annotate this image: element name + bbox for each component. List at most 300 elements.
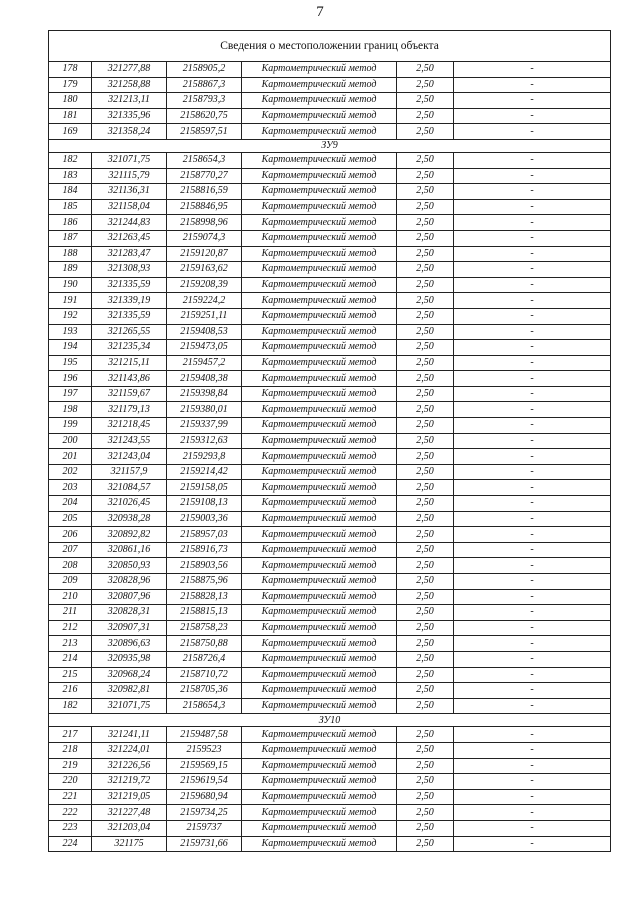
- cell-method: Картометрический метод: [242, 727, 397, 743]
- table-row: [49, 449, 611, 465]
- cell-x-coordinate: 321143,86: [92, 371, 167, 387]
- cell-x-coordinate: 321277,88: [92, 62, 167, 78]
- cell-method: Картометрический метод: [242, 168, 397, 184]
- cell-point-number: 218: [49, 742, 92, 758]
- cell-point-number: 200: [49, 433, 92, 449]
- table-row: [49, 820, 611, 836]
- cell-y-coordinate: 2158916,73: [167, 542, 242, 558]
- cell-accuracy: 2,50: [397, 683, 454, 699]
- cell-description: -: [454, 433, 611, 449]
- cell-point-number: 224: [49, 836, 92, 852]
- cell-x-coordinate: 321157,9: [92, 464, 167, 480]
- cell-accuracy: 2,50: [397, 836, 454, 852]
- cell-y-coordinate: 2158875,96: [167, 574, 242, 590]
- cell-y-coordinate: 2158846,95: [167, 199, 242, 215]
- cell-point-number: 197: [49, 386, 92, 402]
- table-row: [49, 805, 611, 821]
- cell-accuracy: 2,50: [397, 620, 454, 636]
- cell-y-coordinate: 2159163,62: [167, 262, 242, 278]
- cell-accuracy: 2,50: [397, 589, 454, 605]
- cell-method: Картометрический метод: [242, 758, 397, 774]
- cell-x-coordinate: 321136,31: [92, 184, 167, 200]
- cell-description: -: [454, 371, 611, 387]
- cell-x-coordinate: 321243,55: [92, 433, 167, 449]
- table-row: [49, 511, 611, 527]
- cell-accuracy: 2,50: [397, 93, 454, 109]
- cell-method: Картометрический метод: [242, 108, 397, 124]
- cell-y-coordinate: 2158710,72: [167, 667, 242, 683]
- cell-accuracy: 2,50: [397, 355, 454, 371]
- cell-accuracy: 2,50: [397, 293, 454, 309]
- table-body: [49, 31, 611, 852]
- cell-x-coordinate: 321175: [92, 836, 167, 852]
- table-row: [49, 93, 611, 109]
- table-row: [49, 152, 611, 168]
- cell-description: -: [454, 774, 611, 790]
- cell-method: Картометрический метод: [242, 308, 397, 324]
- table-row: [49, 262, 611, 278]
- cell-point-number: 181: [49, 108, 92, 124]
- cell-description: -: [454, 527, 611, 543]
- cell-y-coordinate: 2158905,2: [167, 62, 242, 78]
- table-row: [49, 698, 611, 714]
- cell-x-coordinate: 321265,55: [92, 324, 167, 340]
- table-row: [49, 683, 611, 699]
- cell-accuracy: 2,50: [397, 574, 454, 590]
- cell-x-coordinate: 321227,48: [92, 805, 167, 821]
- cell-method: Картометрический метод: [242, 386, 397, 402]
- cell-accuracy: 2,50: [397, 215, 454, 231]
- cell-accuracy: 2,50: [397, 667, 454, 683]
- cell-y-coordinate: 2159569,15: [167, 758, 242, 774]
- cell-description: -: [454, 789, 611, 805]
- cell-x-coordinate: 320935,98: [92, 651, 167, 667]
- cell-method: Картометрический метод: [242, 77, 397, 93]
- cell-accuracy: 2,50: [397, 308, 454, 324]
- table-row: [49, 308, 611, 324]
- cell-method: Картометрический метод: [242, 805, 397, 821]
- cell-method: Картометрический метод: [242, 636, 397, 652]
- boundary-coordinates-table: [48, 30, 611, 852]
- table-row: [49, 324, 611, 340]
- cell-y-coordinate: 2159214,42: [167, 464, 242, 480]
- cell-description: -: [454, 293, 611, 309]
- cell-point-number: 178: [49, 62, 92, 78]
- cell-description: -: [454, 496, 611, 512]
- table-row: [49, 589, 611, 605]
- cell-method: Картометрический метод: [242, 683, 397, 699]
- cell-method: Картометрический метод: [242, 355, 397, 371]
- table-row: [49, 464, 611, 480]
- table-row: [49, 527, 611, 543]
- table-title-row: [49, 31, 611, 62]
- cell-point-number: 169: [49, 124, 92, 140]
- cell-method: Картометрический метод: [242, 62, 397, 78]
- cell-point-number: 212: [49, 620, 92, 636]
- cell-accuracy: 2,50: [397, 124, 454, 140]
- cell-description: -: [454, 230, 611, 246]
- cell-description: -: [454, 667, 611, 683]
- cell-point-number: 184: [49, 184, 92, 200]
- cell-method: Картометрический метод: [242, 418, 397, 434]
- cell-point-number: 182: [49, 152, 92, 168]
- cell-method: Картометрический метод: [242, 527, 397, 543]
- table-title: Сведения о местоположении границ объекта: [49, 31, 611, 62]
- cell-description: -: [454, 480, 611, 496]
- cell-point-number: 187: [49, 230, 92, 246]
- cell-accuracy: 2,50: [397, 449, 454, 465]
- cell-x-coordinate: 321283,47: [92, 246, 167, 262]
- cell-x-coordinate: 321218,45: [92, 418, 167, 434]
- cell-point-number: 191: [49, 293, 92, 309]
- cell-description: -: [454, 62, 611, 78]
- section-header-row: [49, 714, 611, 727]
- cell-accuracy: 2,50: [397, 371, 454, 387]
- cell-method: Картометрический метод: [242, 402, 397, 418]
- cell-method: Картометрический метод: [242, 262, 397, 278]
- table-row: [49, 651, 611, 667]
- cell-x-coordinate: 321071,75: [92, 152, 167, 168]
- cell-method: Картометрический метод: [242, 558, 397, 574]
- table-row: [49, 836, 611, 852]
- cell-x-coordinate: 320968,24: [92, 667, 167, 683]
- cell-x-coordinate: 321215,11: [92, 355, 167, 371]
- cell-x-coordinate: 321226,56: [92, 758, 167, 774]
- cell-accuracy: 2,50: [397, 108, 454, 124]
- table-row: [49, 574, 611, 590]
- cell-description: -: [454, 820, 611, 836]
- cell-x-coordinate: 321263,45: [92, 230, 167, 246]
- cell-y-coordinate: 2159473,05: [167, 340, 242, 356]
- table-row: [49, 667, 611, 683]
- cell-point-number: 186: [49, 215, 92, 231]
- cell-accuracy: 2,50: [397, 168, 454, 184]
- cell-y-coordinate: 2159158,05: [167, 480, 242, 496]
- cell-y-coordinate: 2158654,3: [167, 152, 242, 168]
- cell-point-number: 215: [49, 667, 92, 683]
- cell-y-coordinate: 2159487,58: [167, 727, 242, 743]
- cell-x-coordinate: 321358,24: [92, 124, 167, 140]
- cell-accuracy: 2,50: [397, 152, 454, 168]
- table-row: [49, 402, 611, 418]
- table-row: [49, 558, 611, 574]
- cell-accuracy: 2,50: [397, 480, 454, 496]
- table-row: [49, 480, 611, 496]
- cell-accuracy: 2,50: [397, 605, 454, 621]
- cell-accuracy: 2,50: [397, 324, 454, 340]
- cell-description: -: [454, 758, 611, 774]
- table-row: [49, 758, 611, 774]
- table-row: [49, 199, 611, 215]
- cell-point-number: 189: [49, 262, 92, 278]
- cell-point-number: 209: [49, 574, 92, 590]
- cell-description: -: [454, 449, 611, 465]
- cell-method: Картометрический метод: [242, 246, 397, 262]
- cell-x-coordinate: 321084,57: [92, 480, 167, 496]
- cell-x-coordinate: 321179,13: [92, 402, 167, 418]
- cell-point-number: 179: [49, 77, 92, 93]
- cell-y-coordinate: 2158726,4: [167, 651, 242, 667]
- cell-point-number: 220: [49, 774, 92, 790]
- table-row: [49, 340, 611, 356]
- cell-method: Картометрический метод: [242, 511, 397, 527]
- cell-x-coordinate: 321203,04: [92, 820, 167, 836]
- cell-method: Картометрический метод: [242, 605, 397, 621]
- cell-accuracy: 2,50: [397, 789, 454, 805]
- cell-method: Картометрический метод: [242, 449, 397, 465]
- cell-accuracy: 2,50: [397, 698, 454, 714]
- cell-method: Картометрический метод: [242, 152, 397, 168]
- cell-y-coordinate: 2158597,51: [167, 124, 242, 140]
- cell-y-coordinate: 2158903,56: [167, 558, 242, 574]
- cell-description: -: [454, 184, 611, 200]
- cell-point-number: 180: [49, 93, 92, 109]
- cell-x-coordinate: 320861,16: [92, 542, 167, 558]
- cell-y-coordinate: 2159680,94: [167, 789, 242, 805]
- cell-x-coordinate: 321026,45: [92, 496, 167, 512]
- cell-x-coordinate: 321219,05: [92, 789, 167, 805]
- cell-y-coordinate: 2159380,01: [167, 402, 242, 418]
- cell-point-number: 195: [49, 355, 92, 371]
- cell-x-coordinate: 321339,19: [92, 293, 167, 309]
- cell-method: Картометрический метод: [242, 184, 397, 200]
- cell-point-number: 223: [49, 820, 92, 836]
- cell-accuracy: 2,50: [397, 758, 454, 774]
- cell-point-number: 217: [49, 727, 92, 743]
- cell-description: -: [454, 93, 611, 109]
- cell-method: Картометрический метод: [242, 199, 397, 215]
- cell-accuracy: 2,50: [397, 727, 454, 743]
- table-row: [49, 433, 611, 449]
- cell-y-coordinate: 2159731,66: [167, 836, 242, 852]
- cell-method: Картометрический метод: [242, 324, 397, 340]
- cell-x-coordinate: 321213,11: [92, 93, 167, 109]
- table-row: [49, 293, 611, 309]
- cell-x-coordinate: 320892,82: [92, 527, 167, 543]
- cell-y-coordinate: 2158816,59: [167, 184, 242, 200]
- cell-description: -: [454, 277, 611, 293]
- cell-x-coordinate: 320938,28: [92, 511, 167, 527]
- cell-method: Картометрический метод: [242, 93, 397, 109]
- cell-method: Картометрический метод: [242, 742, 397, 758]
- cell-x-coordinate: 321071,75: [92, 698, 167, 714]
- table-row: [49, 371, 611, 387]
- cell-point-number: 206: [49, 527, 92, 543]
- section-label: ЗУ10: [49, 714, 611, 727]
- table-row: [49, 636, 611, 652]
- cell-y-coordinate: 2158654,3: [167, 698, 242, 714]
- cell-description: -: [454, 77, 611, 93]
- cell-y-coordinate: 2158815,13: [167, 605, 242, 621]
- cell-method: Картометрический метод: [242, 789, 397, 805]
- cell-accuracy: 2,50: [397, 511, 454, 527]
- cell-description: -: [454, 152, 611, 168]
- cell-x-coordinate: 321335,96: [92, 108, 167, 124]
- cell-description: -: [454, 742, 611, 758]
- cell-y-coordinate: 2159108,13: [167, 496, 242, 512]
- cell-method: Картометрический метод: [242, 542, 397, 558]
- cell-description: -: [454, 805, 611, 821]
- cell-method: Картометрический метод: [242, 464, 397, 480]
- table-row: [49, 215, 611, 231]
- cell-y-coordinate: 2158793,3: [167, 93, 242, 109]
- cell-method: Картометрический метод: [242, 496, 397, 512]
- table-row: [49, 620, 611, 636]
- cell-description: -: [454, 511, 611, 527]
- cell-method: Картометрический метод: [242, 230, 397, 246]
- cell-description: -: [454, 402, 611, 418]
- cell-y-coordinate: 2159737: [167, 820, 242, 836]
- cell-description: -: [454, 836, 611, 852]
- cell-method: Картометрический метод: [242, 293, 397, 309]
- cell-point-number: 213: [49, 636, 92, 652]
- cell-point-number: 199: [49, 418, 92, 434]
- cell-accuracy: 2,50: [397, 386, 454, 402]
- cell-point-number: 204: [49, 496, 92, 512]
- cell-y-coordinate: 2159293,8: [167, 449, 242, 465]
- cell-method: Картометрический метод: [242, 277, 397, 293]
- cell-y-coordinate: 2159120,87: [167, 246, 242, 262]
- cell-description: -: [454, 168, 611, 184]
- cell-x-coordinate: 320807,96: [92, 589, 167, 605]
- cell-accuracy: 2,50: [397, 464, 454, 480]
- cell-description: -: [454, 308, 611, 324]
- cell-method: Картометрический метод: [242, 620, 397, 636]
- table-row: [49, 355, 611, 371]
- cell-x-coordinate: 321243,04: [92, 449, 167, 465]
- cell-method: Картометрический метод: [242, 371, 397, 387]
- table-row: [49, 418, 611, 434]
- cell-y-coordinate: 2159398,84: [167, 386, 242, 402]
- cell-description: -: [454, 418, 611, 434]
- cell-point-number: 222: [49, 805, 92, 821]
- cell-point-number: 188: [49, 246, 92, 262]
- cell-y-coordinate: 2159408,53: [167, 324, 242, 340]
- cell-description: -: [454, 386, 611, 402]
- cell-method: Картометрический метод: [242, 667, 397, 683]
- cell-y-coordinate: 2159619,54: [167, 774, 242, 790]
- cell-accuracy: 2,50: [397, 184, 454, 200]
- table-row: [49, 774, 611, 790]
- cell-y-coordinate: 2158770,27: [167, 168, 242, 184]
- table-row: [49, 727, 611, 743]
- table-row: [49, 168, 611, 184]
- cell-description: -: [454, 620, 611, 636]
- cell-accuracy: 2,50: [397, 805, 454, 821]
- cell-y-coordinate: 2159003,36: [167, 511, 242, 527]
- cell-point-number: 198: [49, 402, 92, 418]
- cell-x-coordinate: 321308,93: [92, 262, 167, 278]
- cell-x-coordinate: 321235,34: [92, 340, 167, 356]
- cell-point-number: 205: [49, 511, 92, 527]
- cell-method: Картометрический метод: [242, 820, 397, 836]
- cell-method: Картометрический метод: [242, 836, 397, 852]
- cell-point-number: 202: [49, 464, 92, 480]
- cell-point-number: 183: [49, 168, 92, 184]
- cell-method: Картометрический метод: [242, 340, 397, 356]
- cell-accuracy: 2,50: [397, 262, 454, 278]
- cell-x-coordinate: 320828,31: [92, 605, 167, 621]
- table-row: [49, 124, 611, 140]
- cell-y-coordinate: 2158957,03: [167, 527, 242, 543]
- cell-x-coordinate: 321115,79: [92, 168, 167, 184]
- cell-y-coordinate: 2159251,11: [167, 308, 242, 324]
- cell-y-coordinate: 2158998,96: [167, 215, 242, 231]
- cell-accuracy: 2,50: [397, 418, 454, 434]
- table-row: [49, 742, 611, 758]
- table-row: [49, 108, 611, 124]
- cell-point-number: 211: [49, 605, 92, 621]
- cell-x-coordinate: 321241,11: [92, 727, 167, 743]
- cell-method: Картометрический метод: [242, 215, 397, 231]
- table-row: [49, 230, 611, 246]
- cell-x-coordinate: 321158,04: [92, 199, 167, 215]
- cell-point-number: 192: [49, 308, 92, 324]
- cell-description: -: [454, 262, 611, 278]
- cell-y-coordinate: 2158758,23: [167, 620, 242, 636]
- cell-description: -: [454, 574, 611, 590]
- cell-description: -: [454, 636, 611, 652]
- table-row: [49, 386, 611, 402]
- cell-x-coordinate: 321219,72: [92, 774, 167, 790]
- cell-accuracy: 2,50: [397, 774, 454, 790]
- cell-description: -: [454, 215, 611, 231]
- cell-accuracy: 2,50: [397, 496, 454, 512]
- cell-method: Картометрический метод: [242, 698, 397, 714]
- section-label: ЗУ9: [49, 139, 611, 152]
- cell-method: Картометрический метод: [242, 589, 397, 605]
- table-row: [49, 277, 611, 293]
- cell-description: -: [454, 651, 611, 667]
- cell-y-coordinate: 2159457,2: [167, 355, 242, 371]
- cell-y-coordinate: 2159208,39: [167, 277, 242, 293]
- cell-description: -: [454, 324, 611, 340]
- cell-point-number: 201: [49, 449, 92, 465]
- cell-description: -: [454, 355, 611, 371]
- cell-description: -: [454, 542, 611, 558]
- cell-y-coordinate: 2158867,3: [167, 77, 242, 93]
- cell-x-coordinate: 321258,88: [92, 77, 167, 93]
- cell-method: Картометрический метод: [242, 574, 397, 590]
- cell-accuracy: 2,50: [397, 542, 454, 558]
- cell-description: -: [454, 246, 611, 262]
- cell-y-coordinate: 2159337,99: [167, 418, 242, 434]
- cell-point-number: 196: [49, 371, 92, 387]
- table-row: [49, 62, 611, 78]
- cell-accuracy: 2,50: [397, 742, 454, 758]
- cell-x-coordinate: 321335,59: [92, 277, 167, 293]
- boundary-table-sheet: [48, 30, 610, 852]
- cell-y-coordinate: 2159408,38: [167, 371, 242, 387]
- cell-description: -: [454, 589, 611, 605]
- cell-x-coordinate: 321244,83: [92, 215, 167, 231]
- cell-point-number: 193: [49, 324, 92, 340]
- cell-accuracy: 2,50: [397, 230, 454, 246]
- cell-y-coordinate: 2159312,63: [167, 433, 242, 449]
- cell-point-number: 208: [49, 558, 92, 574]
- cell-y-coordinate: 2159523: [167, 742, 242, 758]
- cell-description: -: [454, 108, 611, 124]
- cell-point-number: 207: [49, 542, 92, 558]
- section-header-row: [49, 139, 611, 152]
- cell-accuracy: 2,50: [397, 77, 454, 93]
- cell-description: -: [454, 199, 611, 215]
- cell-point-number: 214: [49, 651, 92, 667]
- cell-x-coordinate: 320896,63: [92, 636, 167, 652]
- cell-y-coordinate: 2159734,25: [167, 805, 242, 821]
- cell-accuracy: 2,50: [397, 636, 454, 652]
- cell-y-coordinate: 2158750,88: [167, 636, 242, 652]
